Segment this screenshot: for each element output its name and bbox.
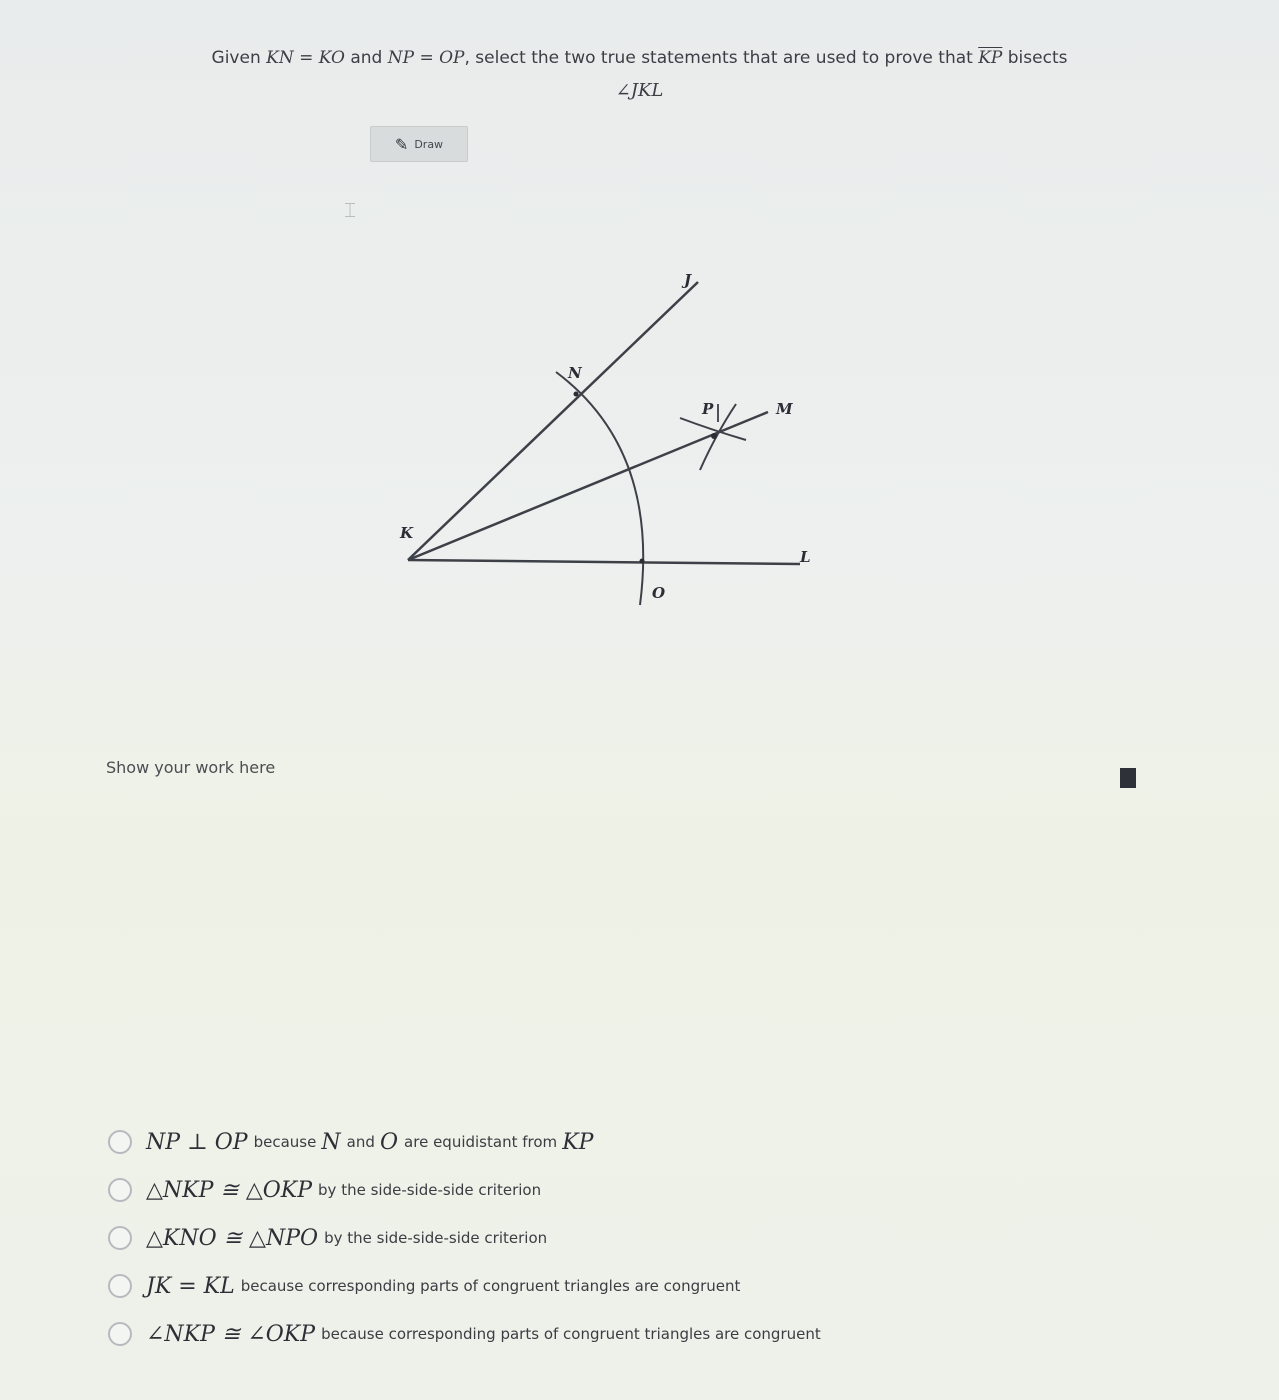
label-p: P [702, 400, 714, 418]
question-part4: bisects [1007, 48, 1068, 68]
option-1-expr: NP ⊥ OP [146, 1129, 248, 1155]
question-part3: , select the two true statements that are used to prove that [464, 48, 973, 68]
label-n: N [568, 364, 582, 382]
ray-kj [408, 282, 698, 560]
option-2-text: by the side-side-side criterion [318, 1181, 542, 1199]
resize-handle[interactable] [1120, 768, 1136, 788]
point-n [574, 392, 579, 397]
option-5-expr: ∠NKP ≅ ∠OKP [146, 1321, 316, 1347]
ray-kl [408, 560, 800, 564]
pencil-icon: ✎ [394, 134, 409, 154]
option-1-var-kp: KP [562, 1129, 594, 1155]
option-4-expr: JK = KL [146, 1273, 235, 1299]
point-o [640, 559, 645, 564]
option-1-var-o: O [380, 1129, 399, 1155]
option-5[interactable] [108, 1310, 821, 1358]
option-2-checkbox[interactable] [108, 1178, 132, 1202]
option-3-checkbox[interactable] [108, 1226, 132, 1250]
option-5-checkbox[interactable] [108, 1322, 132, 1346]
option-1-text-b: and [346, 1133, 375, 1151]
option-1-text-c: are equidistant from [404, 1133, 558, 1151]
question-part2: and [350, 48, 383, 68]
equation-kn-ko: KN = KO [266, 48, 345, 68]
option-3-text: by the side-side-side criterion [324, 1229, 548, 1247]
option-4-text: because corresponding parts of congruent triangles are congruent [240, 1277, 741, 1295]
option-3[interactable] [108, 1214, 821, 1262]
label-m: M [776, 400, 793, 418]
option-4-checkbox[interactable] [108, 1274, 132, 1298]
option-1-checkbox[interactable] [108, 1130, 132, 1154]
equation-np-op: NP = OP [387, 48, 465, 68]
option-1-text-a: because [253, 1133, 317, 1151]
point-p [711, 433, 717, 439]
label-o: O [652, 584, 666, 602]
label-k: K [400, 524, 414, 542]
label-j: J [684, 271, 692, 289]
option-5-text: because corresponding parts of congruent triangles are congruent [321, 1325, 821, 1343]
label-l: L [800, 548, 811, 566]
option-1[interactable] [108, 1118, 821, 1166]
question-part1: Given [211, 48, 261, 68]
option-2[interactable] [108, 1166, 821, 1214]
text-cursor-icon: ⌶ [344, 198, 356, 222]
work-label: Show your work here [106, 758, 276, 777]
work-area[interactable] [108, 790, 1138, 1090]
answer-options [108, 1118, 821, 1358]
draw-button-label: Draw [414, 137, 444, 151]
option-3-expr: △KNO ≅ △NPO [146, 1225, 319, 1251]
angle-jkl: ∠JKL [615, 80, 664, 101]
option-1-var-n: N [321, 1129, 341, 1155]
ray-kp: $\overline{KP}$ [978, 48, 1003, 68]
option-2-expr: △NKP ≅ △OKP [146, 1177, 313, 1203]
option-4[interactable] [108, 1262, 821, 1310]
